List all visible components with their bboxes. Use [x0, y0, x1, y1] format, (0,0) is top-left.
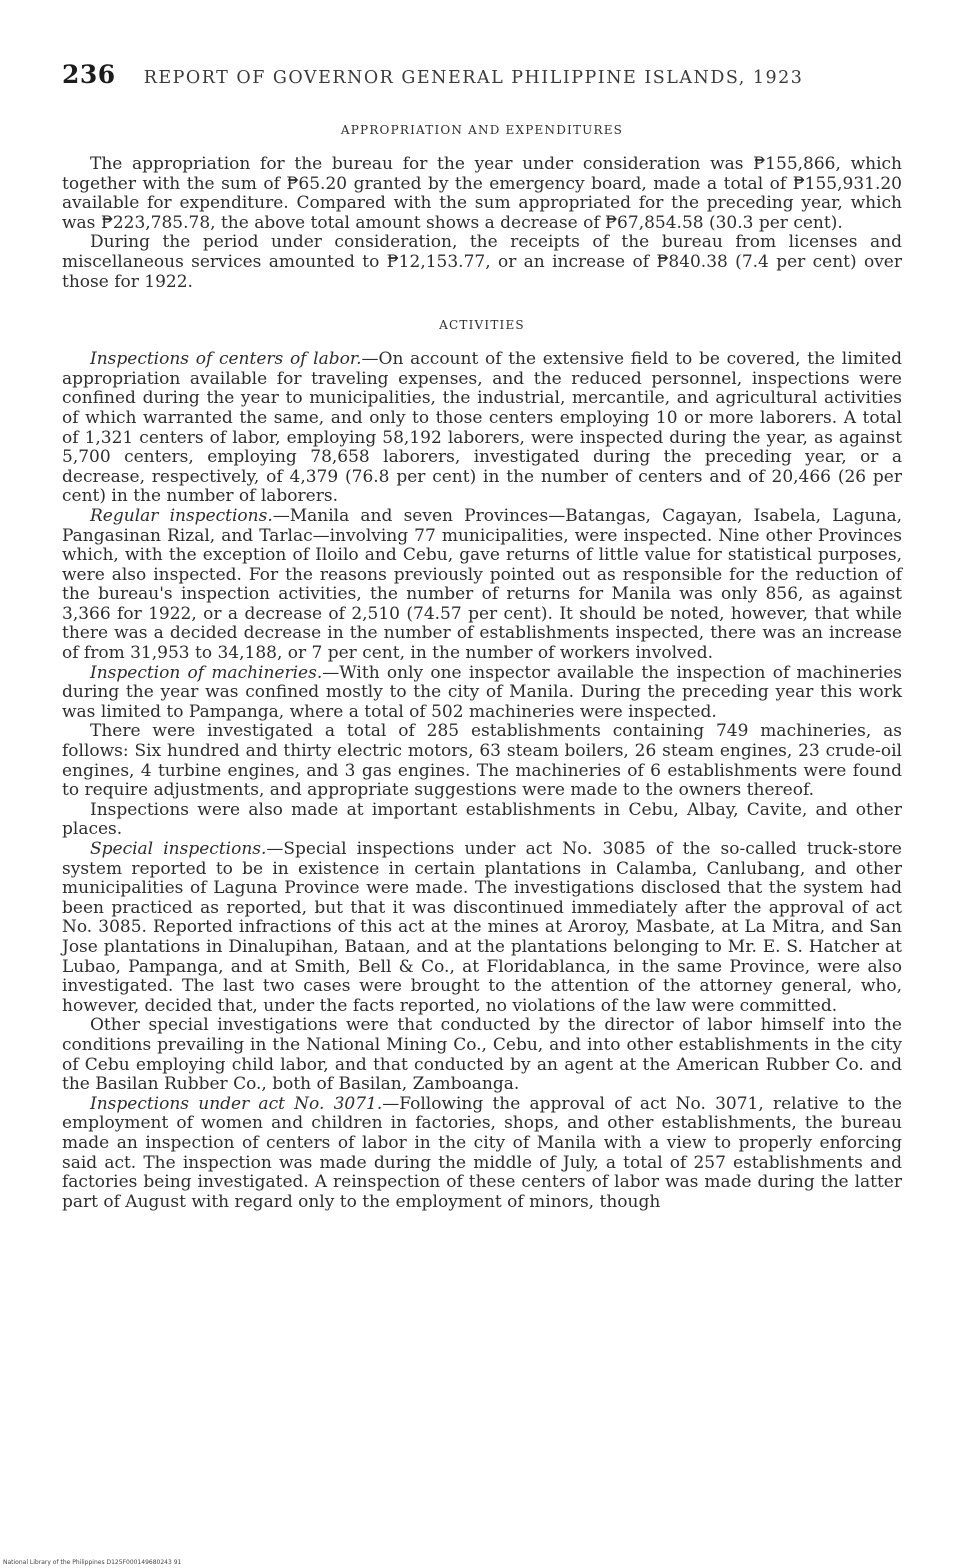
- activities-paragraph-act-3071: [62, 1095, 902, 1213]
- activities-paragraph-other-places: Inspections were also made at important establishments in Cebu, Albay, Cavite, and other places.: [62, 799, 902, 840]
- paragraph-lead: Inspection of machineries.: [90, 662, 323, 683]
- activities-paragraph-machineries: [62, 664, 902, 723]
- paragraph-lead: Inspections under act No. 3071.: [90, 1093, 383, 1114]
- page-header: [62, 60, 902, 89]
- appropriation-heading: APPROPRIATION AND EXPENDITURES: [340, 123, 624, 137]
- running-head: REPORT OF GOVERNOR GENERAL PHILIPPINE ISLANDS, 1923: [143, 68, 804, 88]
- activities-paragraph-other-special: Other special investigations were that conducted by the director of labor himself into the conditions prevailing in the National Mining Co., Cebu, and into other establishments in the city of Cebu employing child labor, and that conducted by an agent at the American Rubber Co. and the Basilan Rubber Co., both of Basilan, Zamboanga.: [62, 1015, 902, 1095]
- paragraph-lead: Inspections of centers of labor.: [90, 349, 362, 370]
- paragraph-body: —Following the approval of act No. 3071, relative to the employment of women and children in factories, shops, and other establishments, the bureau made an inspection of centers of labor in the city of Manila with a view to properly enforcing said act. The inspection was made during the middle of July, a total of 257 establishments and factories being investigated. A reinspection of these centers of labor was made during the latter part of August with regard only to the employment of minors, though: [62, 1093, 902, 1212]
- paragraph-body: —Special inspections under act No. 3085 of the so-called truck-store system reported to be in existence in certain plantations in Calamba, Canlubang, and other municipalities of Laguna Province were made. The investigations disclosed that the system had been practiced as reported, but that it was discontinued immediately after the approval of act No. 3085. Reported infractions of this act at the mines at Aroroy, Masbate, at La Mitra, and San Jose plantations in Dinalupihan, Bataan, and at the plantations belonging to Mr. E. S. Hatcher at Lubao, Pampanga, and at Smith, Bell & Co., at Floridablanca, in the same Province, were also investigated. The last two cases were brought to the attention of the attorney general, who, however, decided that, under the facts reported, no violations of the law were committed.: [62, 839, 902, 1016]
- activities-paragraph-special: [62, 840, 902, 1016]
- paragraph-body: —On account of the extensive field to be covered, the limited appropriation available for traveling expenses, and the reduced personnel, inspections were confined during the year to municipalities, the industrial, mercantile, and agricultural activities of which warranted the same, and only to those centers employing 10 or more laborers. A total of 1,321 centers of labor, employing 58,192 laborers, were inspected during the year, as against 5,700 centers, employing 78,658 laborers, investigated during the preceding year, or a decrease, respectively, of 4,379 (76.8 per cent) in the number of centers and of 20,466 (26 per cent) in the number of laborers.: [62, 349, 902, 507]
- document-page: [62, 60, 902, 1212]
- appropriation-paragraph-1: The appropriation for the bureau for the year under consideration was ₱155,866, which together with the sum of ₱65.20 granted by the emergency board, made a total of ₱155,931.20 available for expenditure. Compared with the sum appropriated for the preceding year, which was ₱223,785.78, the above total amount shows a decrease of ₱67,854.58 (30.3 per cent).: [62, 154, 902, 233]
- activities-paragraph-establishments: There were investigated a total of 285 establishments containing 749 machineries, as follows: Six hundred and thirty electric motors, 63 steam boilers, 26 steam engines, 23 crude-oil engines, 4 turbine engines, and 3 gas engines. The machineries of 6 establishments were found to require adjustments, and appropriate suggestions were made to the owners thereof.: [62, 721, 902, 801]
- activities-paragraph-centers: [62, 350, 902, 507]
- paragraph-body: —Manila and seven Provinces—Batangas, Cagayan, Isabela, Laguna, Pangasinan Rizal, and Tarlac—involving 77 municipalities, were inspected. Nine other Provinces which, with the exception of Iloilo and Cebu, gave returns of little value for statistical purposes, were also inspected. For the reasons previously pointed out as responsible for the reduction of the bureau's inspection activities, the number of returns for Manila was only 856, as against 3,366 for 1922, or a decrease of 2,510 (74.57 per cent). It should be noted, however, that while there was a decided decrease in the number of establishments inspected, there was an increase of from 31,953 to 34,188, or 7 per cent, in the number of workers involved.: [62, 505, 902, 664]
- activities-paragraph-regular: [62, 507, 902, 664]
- paragraph-body: —With only one inspector available the inspection of machineries during the year was confined mostly to the city of Manila. During the preceding year this work was limited to Pampanga, where a total of 502 machineries were inspected.: [62, 662, 902, 722]
- scan-footer: National Library of the Philippines D125F000149680243 91: [3, 1559, 182, 1566]
- appropriation-paragraph-2: During the period under consideration, the receipts of the bureau from licenses and miscellaneous services amounted to ₱12,153.77, or an increase of ₱840.38 (7.4 per cent) over those for 1922.: [62, 232, 902, 292]
- paragraph-lead: Regular inspections.: [90, 505, 273, 526]
- activities-heading: ACTIVITIES: [439, 318, 525, 333]
- page-number: 236: [62, 60, 116, 89]
- paragraph-lead: Special inspections.: [90, 839, 267, 859]
